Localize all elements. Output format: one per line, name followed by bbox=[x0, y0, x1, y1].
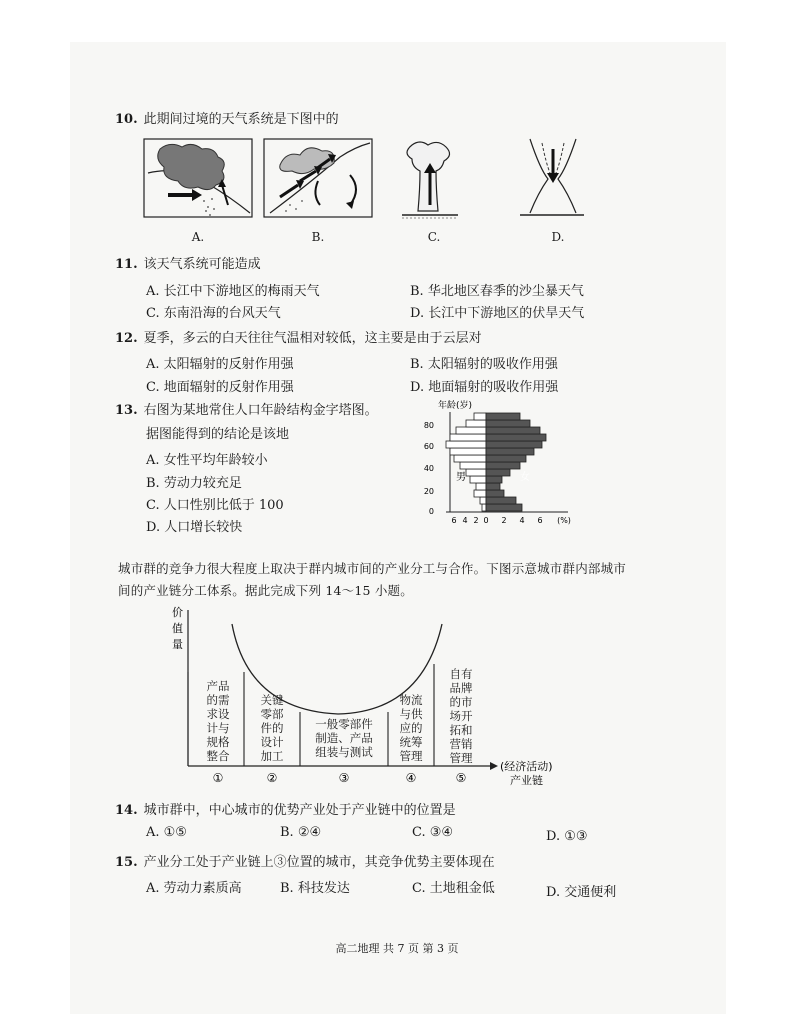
x-tick-0: 0 bbox=[483, 516, 489, 525]
svg-text:求设: 求设 bbox=[206, 707, 230, 721]
option-14d[interactable]: D. ①③ bbox=[546, 829, 588, 844]
svg-text:自有: 自有 bbox=[449, 667, 473, 681]
option-14a[interactable]: A. ①⑤ bbox=[146, 825, 187, 840]
segment-3-text bbox=[315, 717, 373, 759]
y-tick-80: 80 bbox=[423, 421, 434, 430]
svg-text:场开: 场开 bbox=[449, 709, 473, 723]
svg-text:统筹: 统筹 bbox=[399, 735, 423, 749]
question-number: 10. bbox=[115, 112, 138, 127]
option-15d[interactable]: D. 交通便利 bbox=[546, 885, 617, 900]
question-number: 12. bbox=[115, 331, 138, 346]
segment-1-num: ① bbox=[212, 771, 224, 785]
option-12d[interactable]: D. 地面辐射的吸收作用强 bbox=[410, 380, 559, 395]
y-tick-40: 40 bbox=[423, 464, 434, 473]
segment-4-num: ④ bbox=[405, 771, 417, 785]
svg-text:的市: 的市 bbox=[449, 695, 473, 709]
option-13c[interactable]: C. 人口性别比低于 100 bbox=[146, 498, 284, 513]
x-tick-left-4: 4 bbox=[462, 516, 468, 525]
svg-text:物流: 物流 bbox=[399, 693, 423, 707]
svg-text:拓和: 拓和 bbox=[449, 723, 473, 737]
svg-text:品牌: 品牌 bbox=[449, 681, 473, 695]
y-label-1: 价 bbox=[172, 606, 183, 619]
segment-5-text bbox=[450, 667, 473, 765]
option-12c[interactable]: C. 地面辐射的反射作用强 bbox=[146, 380, 294, 395]
question-11 bbox=[115, 256, 261, 274]
weather-diagrams bbox=[140, 135, 610, 225]
diagram-label-c: C. bbox=[427, 230, 441, 244]
option-14b[interactable]: B. ②④ bbox=[280, 825, 322, 840]
x-tick-right-2: 2 bbox=[501, 516, 507, 525]
x-tick-left-6: 6 bbox=[451, 516, 457, 525]
question-number: 13. bbox=[115, 403, 138, 418]
svg-text:规格: 规格 bbox=[206, 735, 230, 749]
question-text: 右图为某地常住人口年龄结构金字塔图。 bbox=[143, 403, 378, 418]
svg-text:管理: 管理 bbox=[399, 749, 423, 763]
question-13 bbox=[115, 402, 378, 420]
x-label-chain: 产业链 bbox=[510, 774, 543, 787]
segment-2-text bbox=[261, 693, 284, 763]
segment-1-text bbox=[207, 679, 230, 763]
option-13d[interactable]: D. 人口增长较快 bbox=[146, 520, 243, 535]
pyramid-male-label: 男 bbox=[456, 472, 466, 483]
svg-text:组装与测试: 组装与测试 bbox=[315, 745, 373, 759]
option-13b[interactable]: B. 劳动力较充足 bbox=[146, 476, 242, 491]
svg-text:加工: 加工 bbox=[260, 749, 284, 763]
diagram-a-cold-front bbox=[144, 139, 252, 217]
svg-text:整合: 整合 bbox=[206, 749, 230, 763]
option-12a[interactable]: A. 太阳辐射的反射作用强 bbox=[146, 357, 294, 372]
svg-text:制造、产品: 制造、产品 bbox=[315, 731, 373, 745]
svg-text:的需: 的需 bbox=[206, 693, 230, 707]
y-tick-20: 20 bbox=[423, 487, 434, 496]
industry-chain-diagram bbox=[160, 602, 600, 790]
pyramid-female-label: 女 bbox=[520, 472, 530, 483]
option-13a[interactable]: A. 女性平均年龄较小 bbox=[146, 453, 268, 468]
diagram-label-d: D. bbox=[551, 230, 565, 244]
x-tick-right-4: 4 bbox=[519, 516, 525, 525]
option-15c[interactable]: C. 土地租金低 bbox=[412, 881, 495, 896]
diagram-b-warm-front bbox=[264, 139, 372, 217]
segment-3-num: ③ bbox=[338, 771, 350, 785]
question-15 bbox=[115, 854, 495, 872]
svg-text:设计: 设计 bbox=[260, 735, 284, 749]
intro-line-2: 间的产业链分工体系。据此完成下列 14～15 小题。 bbox=[118, 583, 413, 598]
svg-text:件的: 件的 bbox=[260, 721, 284, 735]
diagram-label-a: A. bbox=[191, 230, 205, 244]
option-14c[interactable]: C. ③④ bbox=[412, 825, 454, 840]
population-pyramid bbox=[420, 396, 600, 532]
question-14 bbox=[115, 802, 456, 820]
female-bars bbox=[486, 413, 546, 511]
x-unit: (%) bbox=[557, 516, 571, 525]
y-tick-0: 0 bbox=[428, 507, 434, 516]
segment-5-num: ⑤ bbox=[455, 771, 467, 785]
question-12 bbox=[115, 330, 482, 348]
option-12b[interactable]: B. 太阳辐射的吸收作用强 bbox=[410, 357, 558, 372]
question-text: 夏季，多云的白天往往气温相对较低，这主要是由于云层对 bbox=[143, 331, 482, 346]
x-tick-right-6: 6 bbox=[537, 516, 543, 525]
svg-text:与供: 与供 bbox=[399, 707, 423, 721]
svg-text:管理: 管理 bbox=[449, 751, 473, 765]
question-number: 14. bbox=[115, 803, 138, 818]
page-footer: 高二地理 共 7 页 第 3 页 bbox=[335, 942, 459, 955]
option-15a[interactable]: A. 劳动力素质高 bbox=[146, 881, 242, 896]
y-label-2: 值 bbox=[172, 622, 183, 635]
svg-text:零部: 零部 bbox=[260, 707, 284, 721]
question-text: 该天气系统可能造成 bbox=[143, 257, 261, 272]
question-text: 此期间过境的天气系统是下图中的 bbox=[143, 112, 339, 127]
option-11b[interactable]: B. 华北地区春季的沙尘暴天气 bbox=[410, 284, 584, 299]
diagram-d-sinking-air bbox=[520, 139, 584, 215]
intro-line-1: 城市群的竞争力很大程度上取决于群内城市间的产业分工与合作。下图示意城市群内部城市 bbox=[118, 561, 627, 576]
question-10 bbox=[115, 111, 339, 129]
svg-text:一般零部件: 一般零部件 bbox=[315, 717, 373, 731]
svg-text:关键: 关键 bbox=[260, 693, 284, 707]
option-11d[interactable]: D. 长江中下游地区的伏旱天气 bbox=[410, 306, 585, 321]
svg-text:计与: 计与 bbox=[206, 721, 230, 735]
question-13-line2: 据图能得到的结论是该地 bbox=[146, 427, 290, 442]
option-11a[interactable]: A. 长江中下游地区的梅雨天气 bbox=[146, 284, 320, 299]
svg-text:营销: 营销 bbox=[449, 737, 473, 751]
pyramid-y-title: 年龄(岁) bbox=[438, 401, 473, 411]
x-label-activity: (经济活动) bbox=[500, 760, 553, 773]
diagram-label-b: B. bbox=[311, 230, 325, 244]
y-tick-60: 60 bbox=[423, 442, 434, 451]
option-15b[interactable]: B. 科技发达 bbox=[280, 881, 350, 896]
question-number: 11. bbox=[115, 257, 138, 272]
question-number: 15. bbox=[115, 855, 138, 870]
segment-4-text bbox=[400, 693, 423, 763]
y-label-3: 量 bbox=[172, 638, 183, 651]
segment-2-num: ② bbox=[266, 771, 278, 785]
svg-text:应的: 应的 bbox=[399, 721, 423, 735]
option-11c[interactable]: C. 东南沿海的台风天气 bbox=[146, 306, 281, 321]
x-tick-left-2: 2 bbox=[473, 516, 479, 525]
question-text: 产业分工处于产业链上③位置的城市，其竞争优势主要体现在 bbox=[143, 855, 495, 870]
question-text: 城市群中，中心城市的优势产业处于产业链中的位置是 bbox=[143, 803, 456, 818]
male-bars bbox=[446, 413, 486, 511]
diagram-c-rising-air bbox=[402, 142, 458, 218]
svg-text:产品: 产品 bbox=[206, 679, 230, 693]
